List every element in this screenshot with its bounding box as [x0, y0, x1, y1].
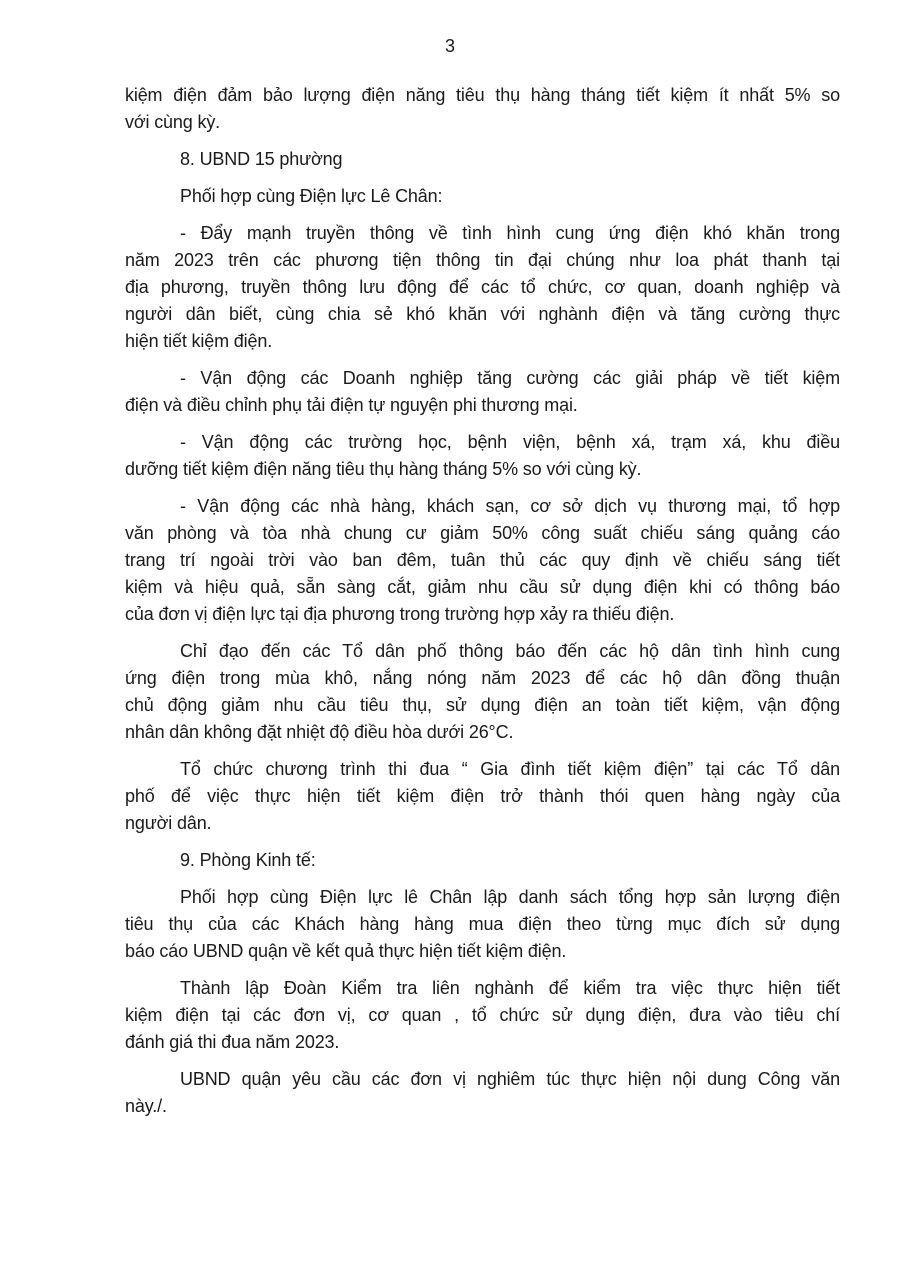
paragraph — [125, 1066, 840, 1120]
text-line: với cùng kỳ. — [125, 112, 221, 132]
text-line: Phối hợp cùng Điện lực lê Chân lập danh sách tổng hợp sản lượng điện — [180, 887, 840, 907]
paragraph — [125, 146, 840, 173]
text-line: tiêu thụ của các Khách hàng hàng mua điện theo từng mục đích sử dụng — [125, 914, 840, 934]
text-line: người dân biết, cùng chia sẻ khó khăn với nghành điện và tăng cường thực — [125, 304, 840, 324]
text-line: Phối hợp cùng Điện lực Lê Chân: — [180, 186, 443, 206]
text-line: Tổ chức chương trình thi đua “ Gia đình tiết kiệm điện” tại các Tổ dân — [180, 759, 840, 779]
document-body — [125, 82, 840, 1130]
paragraph — [125, 220, 840, 355]
text-line: UBND quận yêu cầu các đơn vị nghiêm túc thực hiện nội dung Công văn — [180, 1069, 840, 1089]
text-line: đánh giá thi đua năm 2023. — [125, 1032, 340, 1052]
text-line: 9. Phòng Kinh tế: — [180, 850, 316, 870]
text-line: - Vận động các Doanh nghiệp tăng cường các giải pháp về tiết kiệm — [180, 368, 840, 388]
text-line: trang trí ngoài trời vào ban đêm, tuân thủ các quy định về chiếu sáng tiết — [125, 550, 840, 570]
paragraph — [125, 82, 840, 136]
text-line: Thành lập Đoàn Kiểm tra liên nghành để kiểm tra việc thực hiện tiết — [180, 978, 840, 998]
text-line: phố để việc thực hiện tiết kiệm điện trở thành thói quen hàng ngày của — [125, 786, 840, 806]
text-line: - Đẩy mạnh truyền thông về tình hình cung ứng điện khó khăn trong — [180, 223, 840, 243]
text-line: Chỉ đạo đến các Tổ dân phố thông báo đến các hộ dân tình hình cung — [180, 641, 840, 661]
paragraph — [125, 638, 840, 746]
paragraph — [125, 429, 840, 483]
text-line: này./. — [125, 1096, 167, 1116]
text-line: báo cáo UBND quận về kết quả thực hiện tiết kiệm điện. — [125, 941, 567, 961]
paragraph — [125, 884, 840, 965]
text-line: - Vận động các trường học, bệnh viện, bệnh xá, trạm xá, khu điều — [180, 432, 840, 452]
text-line: ứng điện trong mùa khô, nắng nóng năm 2023 để các hộ dân đồng thuận — [125, 668, 840, 688]
text-line: - Vận động các nhà hàng, khách sạn, cơ sở dịch vụ thương mại, tổ hợp — [180, 496, 840, 516]
paragraph — [125, 756, 840, 837]
text-line: địa phương, truyền thông lưu động để các tổ chức, cơ quan, doanh nghiệp và — [125, 277, 840, 297]
text-line: điện và điều chỉnh phụ tải điện tự nguyện phi thương mại. — [125, 395, 578, 415]
text-line: dưỡng tiết kiệm điện năng tiêu thụ hàng tháng 5% so với cùng kỳ. — [125, 459, 642, 479]
text-line: văn phòng và tòa nhà chung cư giảm 50% công suất chiếu sáng quảng cáo — [125, 523, 840, 543]
text-line: của đơn vị điện lực tại địa phương trong trường hợp xảy ra thiếu điện. — [125, 604, 675, 624]
page-number: 3 — [444, 36, 455, 56]
paragraph — [125, 493, 840, 628]
paragraph — [125, 975, 840, 1056]
text-line: chủ động giảm nhu cầu tiêu thụ, sử dụng điện an toàn tiết kiệm, vận động — [125, 695, 840, 715]
text-line: kiệm điện đảm bảo lượng điện năng tiêu thụ hàng tháng tiết kiệm ít nhất 5% so — [125, 85, 840, 105]
paragraph — [125, 365, 840, 419]
text-line: 8. UBND 15 phường — [180, 149, 343, 169]
text-line: năm 2023 trên các phương tiện thông tin đại chúng như loa phát thanh tại — [125, 250, 840, 270]
text-line: kiệm điện tại các đơn vị, cơ quan , tổ chức sử dụng điện, đưa vào tiêu chí — [125, 1005, 840, 1025]
text-line: người dân. — [125, 813, 212, 833]
paragraph — [125, 183, 840, 210]
text-line: nhân dân không đặt nhiệt độ điều hòa dưới 26°C. — [125, 722, 514, 742]
paragraph — [125, 847, 840, 874]
text-line: hiện tiết kiệm điện. — [125, 331, 273, 351]
text-line: kiệm và hiệu quả, sẵn sàng cắt, giảm nhu cầu sử dụng điện khi có thông báo — [125, 577, 840, 597]
